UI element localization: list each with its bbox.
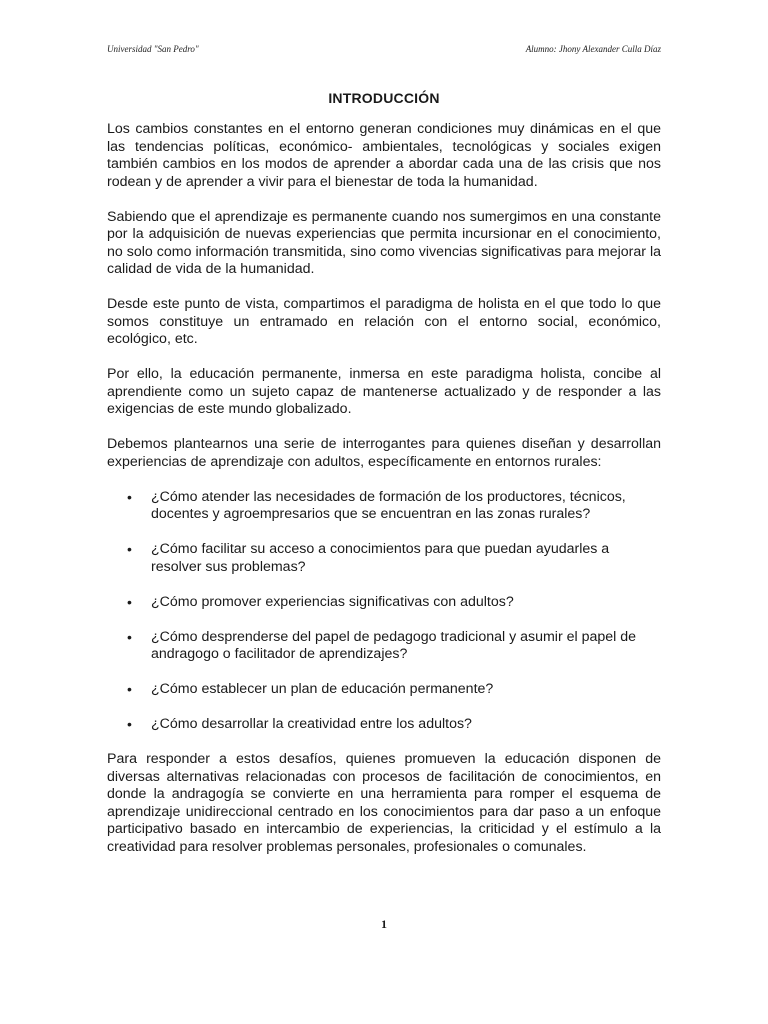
list-item: [107, 629, 661, 664]
bullet-icon: •: [127, 716, 132, 732]
question-text: ¿Cómo facilitar su acceso a conocimientos para que puedan ayudarles a resolver sus problemas?: [151, 541, 610, 575]
list-item: [107, 594, 661, 612]
paragraph-2: Sabiendo que el aprendizaje es permanente cuando nos sumergimos en una constante por la adquisición de nuevas experiencias que permita incursionar en el conocimiento, no solo como información transmitida, sino como vivencias significativas para mejorar la calidad de vida de la humanidad.: [107, 208, 661, 277]
paragraph-4: Por ello, la educación permanente, inmersa en este paradigma holista, concibe al aprendiente como un sujeto capaz de mantenerse actualizado y de responder a las exigencias de este mundo globalizado.: [107, 366, 661, 417]
document-body: [107, 121, 661, 856]
bullet-icon: •: [127, 681, 132, 697]
header-student: Alumno: Jhony Alexander Culla Díaz: [525, 44, 661, 54]
question-text: ¿Cómo desprenderse del papel de pedagogo tradicional y asumir el papel de andragogo o facilitador de aprendizajes?: [151, 628, 637, 662]
list-item: [107, 489, 661, 524]
question-text: ¿Cómo establecer un plan de educación permanente?: [151, 681, 494, 697]
list-item: [107, 716, 661, 734]
paragraph-3: Desde este punto de vista, compartimos el paradigma de holista en el que todo lo que somos constituye un entramado en relación con el entorno social, económico, ecológico, etc.: [107, 296, 661, 347]
bullet-icon: •: [127, 488, 132, 505]
list-item: [107, 681, 661, 699]
bullet-icon: •: [127, 593, 132, 610]
question-text: ¿Cómo desarrollar la creatividad entre los adultos?: [151, 716, 472, 732]
page-title: INTRODUCCIÓN: [328, 90, 440, 106]
bullet-icon: •: [127, 628, 132, 645]
paragraph-6: Para responder a estos desafíos, quienes promueven la educación disponen de diversas alternativas relacionadas con procesos de facilitación de conocimientos, en donde la andragogía se convierte en una herramienta para romper el esquema de aprendizaje unidireccional centrado en los conocimientos para dar paso a un enfoque participativo basado en intercambio de experiencias, la criticidad y el estímulo a la creatividad para resolver problemas personales, profesionales o comunales.: [107, 751, 661, 855]
page-number: 1: [381, 917, 387, 931]
question-text: ¿Cómo atender las necesidades de formación de los productores, técnicos, docentes y agroempresarios que se encuentran en las zonas rurales?: [151, 488, 626, 522]
list-item: [107, 541, 661, 576]
question-list: [107, 489, 661, 734]
question-text: ¿Cómo promover experiencias significativas con adultos?: [151, 593, 514, 610]
paragraph-1: Los cambios constantes en el entorno generan condiciones muy dinámicas en el que las tendencias políticas, económico- ambientales, tecnológicas y sociales exigen también cambios en los modos de aprender a abordar cada una de las crisis que nos rodean y de aprender a vivir para el bienestar de toda la humanidad.: [107, 121, 661, 190]
header-university: Universidad "San Pedro": [107, 44, 199, 54]
paragraph-5: Debemos plantearnos una serie de interrogantes para quienes diseñan y desarrollan experiencias de aprendizaje con adultos, específicamente en entornos rurales:: [107, 436, 661, 470]
bullet-icon: •: [127, 541, 132, 557]
